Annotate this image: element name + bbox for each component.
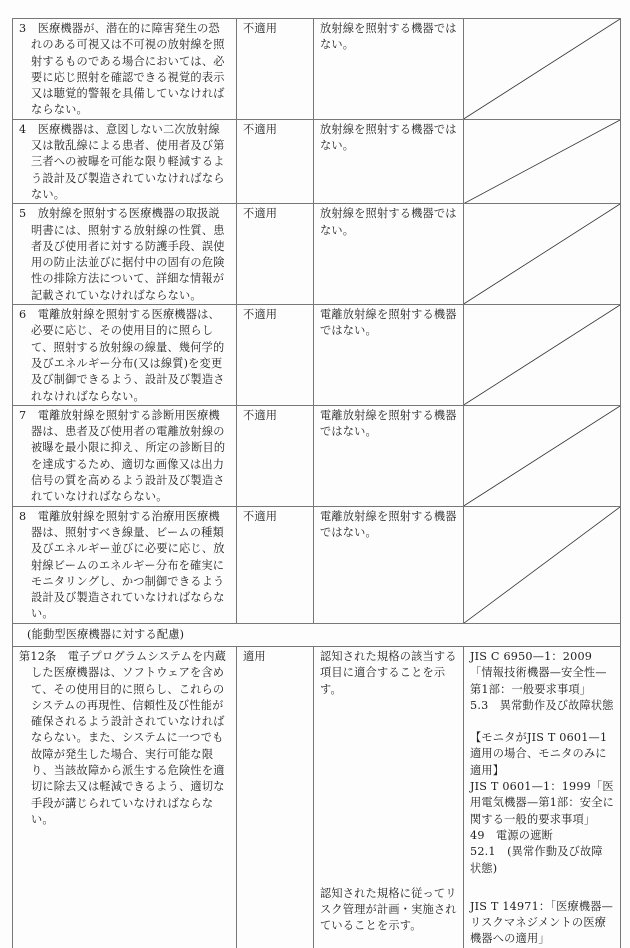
section-heading: (能動型医療機器に対する配慮) (13, 623, 621, 646)
method-cell: 電離放射線を照射する機器ではない。 (314, 506, 464, 623)
table-row (13, 305, 621, 406)
requirement-cell: 6 電離放射線を照射する医療機器は、必要に応じ、その使用目的に照らして、照射する放射線の線量、幾何学的及びエネルギー分布(又は線質)を変更及び制御できるよう、設計及び製造されなければならない。 (13, 305, 237, 406)
not-applicable-slash-cell (464, 305, 621, 406)
method-cell: 電離放射線を照射する機器ではない。 (314, 405, 464, 506)
table-row (13, 204, 621, 305)
requirement-cell: 7 電離放射線を照射する診断用医療機器は、患者及び使用者の電離放射線の被曝を最小限に抑え、所定の診断目的を達成するため、適切な画像又は出力信号の質を高めるよう設計及び製造されていなければならない。 (13, 405, 237, 506)
not-applicable-slash-cell (464, 19, 621, 120)
not-applicable-slash-cell (464, 405, 621, 506)
applicability-cell: 不適用 (237, 506, 314, 623)
standard-line: 5.3 異常動作及び故障状態 (470, 698, 614, 712)
method-cell (314, 646, 464, 947)
requirement-cell: 3 医療機器が、潜在的に障害発生の恐れのある可視又は不可視の放射線を照射するものである場合においては、必要に応じ照射を確認できる視覚的表示又は聴覚的警報を具備していなければならない。 (13, 19, 237, 120)
requirement-cell: 4 医療機器は、意図しない二次放射線又は散乱線による患者、使用者及び第三者への被曝を可能な限り軽減するよう設計及び製造されていなければならない。 (13, 119, 237, 203)
standard-line: 52.1 (異常作動及び故障状態) (470, 845, 603, 875)
standard-spacer (470, 714, 614, 730)
standard-cell (464, 646, 621, 947)
applicability-cell: 適用 (237, 646, 314, 947)
applicability-cell: 不適用 (237, 305, 314, 406)
method-cell: 放射線を照射する機器ではない。 (314, 119, 464, 203)
conformity-table-page (12, 18, 620, 948)
table-row (13, 19, 621, 120)
standard-line: JIS T 14971：「医療機器—リスクマネジメントの医療機器への適用」 (470, 899, 614, 946)
table-row-article-12 (13, 646, 621, 947)
table-row (13, 405, 621, 506)
method-cell: 電離放射線を照射する機器ではない。 (314, 305, 464, 406)
applicability-cell: 不適用 (237, 19, 314, 120)
standard-line: 【モニタがJIS T 0601—1適用の場合、モニタのみに適用】 (470, 731, 608, 777)
table-row (13, 506, 621, 623)
method-cell: 放射線を照射する機器ではない。 (314, 19, 464, 120)
not-applicable-slash-cell (464, 506, 621, 623)
requirement-cell: 5 放射線を照射する医療機器の取扱説明書には、照射する放射線の性質、患者及び使用者に対する防護手段、誤使用の防止法並びに据付中の固有の危険性の排除方法について、詳細な情報が記載されていなければならない。 (13, 204, 237, 305)
method-cell: 放射線を照射する機器ではない。 (314, 204, 464, 305)
standard-line: JIS T 0601—1：1999「医用電気機器—第1部：安全に関する一般的要求事項」 (470, 780, 614, 826)
diagonal-slash-icon (464, 120, 620, 203)
applicability-cell: 不適用 (237, 204, 314, 305)
standard-line: 49 電源の遮断 (470, 828, 553, 842)
diagonal-slash-icon (464, 406, 620, 506)
not-applicable-slash-cell (464, 119, 621, 203)
table-row (13, 119, 621, 203)
applicability-cell: 不適用 (237, 119, 314, 203)
requirement-cell: 8 電離放射線を照射する治療用医療機器は、照射すべき線量、ビームの種類及びエネルギー並びに必要に応じ、放射線ビームのエネルギー分布を確実にモニタリングし、かつ制御できるよう設計及び製造されていなければならない。 (13, 506, 237, 623)
method-text-2: 認知された規格に従ってリスク管理が計画・実施されていることを示す。 (320, 886, 457, 933)
section-heading-row (13, 623, 621, 646)
method-text-1: 認知された規格の該当する項目に適合することを示す。 (320, 649, 457, 696)
diagonal-slash-icon (464, 204, 620, 304)
standard-line: JIS C 6950—1：2009「情報技術機器—安全性—第1部：一般要求事項」 (470, 649, 607, 696)
not-applicable-slash-cell (464, 204, 621, 305)
diagonal-slash-icon (464, 507, 620, 623)
essential-requirements-table (12, 18, 621, 948)
diagonal-slash-icon (464, 19, 620, 119)
diagonal-slash-icon (464, 305, 620, 405)
requirement-cell: 第12条 電子プログラムシステムを内蔵した医療機器は、ソフトウェアを含めて、その使用目的に照らし、これらのシステムの再現性、信頼性及び性能が確保されるよう設計されていなければならない。また、システムに一つでも故障が発生した場合、実行可能な限り、当該故障から派生する危険性を適切に除去又は軽減できるよう、適切な手段が講じられていなければならない。 (13, 646, 237, 947)
applicability-cell: 不適用 (237, 405, 314, 506)
